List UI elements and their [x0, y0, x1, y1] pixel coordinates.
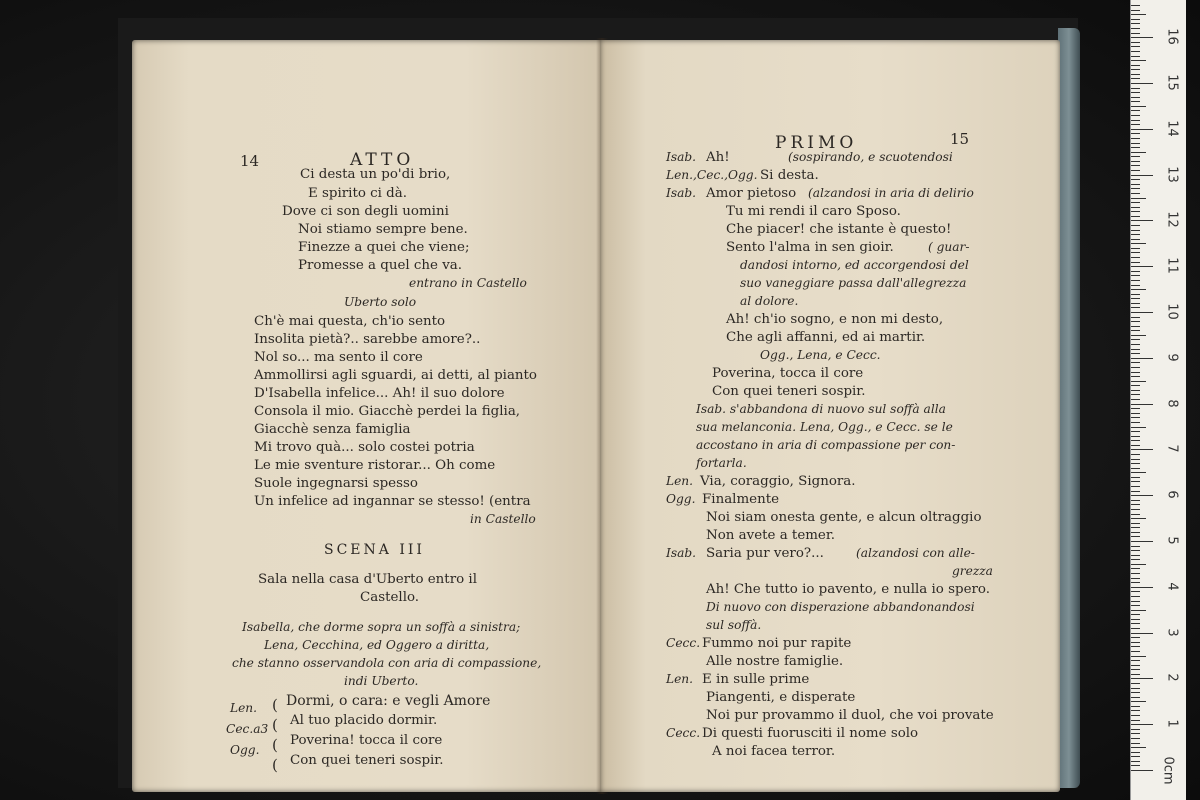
text-line: Ch'è mai questa, ch'io sento [254, 314, 446, 329]
ruler-tick [1131, 656, 1146, 657]
ruler-tick [1131, 605, 1140, 606]
speaker-label: Ogg. [666, 492, 696, 506]
ruler-tick [1131, 266, 1153, 267]
ruler-tick [1131, 78, 1140, 79]
ruler-tick [1131, 660, 1140, 661]
ruler-tick [1131, 555, 1140, 556]
ruler-tick [1131, 678, 1153, 679]
ruler-number: 1 [1164, 719, 1180, 728]
ruler-tick [1131, 394, 1140, 395]
stage-direction: che stanno osservandola con aria di compassione, [232, 656, 542, 670]
ruler-tick [1131, 69, 1140, 70]
ruler-tick [1131, 587, 1153, 588]
ruler-number: 11 [1164, 257, 1180, 274]
ruler-tick [1131, 207, 1140, 208]
ruler-tick [1131, 637, 1140, 638]
ruler-tick [1131, 303, 1140, 304]
ruler-number: 9 [1164, 353, 1180, 362]
ruler-tick [1131, 765, 1140, 766]
text-line: D'Isabella infelice... Ah! il suo dolore [254, 386, 505, 401]
ruler-tick [1131, 358, 1153, 359]
speaker-label: Cecc. [666, 726, 701, 740]
text-line: Finalmente [702, 492, 780, 507]
ruler-tick [1131, 202, 1140, 203]
brace: ( [272, 696, 278, 714]
text-line: A noi facea terror. [712, 744, 836, 759]
ruler-tick [1131, 669, 1140, 670]
ruler-number: 15 [1164, 74, 1180, 91]
ruler-tick [1131, 692, 1140, 693]
ruler-tick [1131, 710, 1140, 711]
ruler-tick [1131, 541, 1153, 542]
chorus-line: Con quei teneri sospir. [290, 753, 444, 768]
ruler-tick [1131, 761, 1140, 762]
ruler-tick [1131, 546, 1140, 547]
stage-direction: suo vaneggiare passa dall'allegrezza [740, 276, 967, 290]
text-line: Mi trovo quà... solo costei potria [254, 440, 475, 455]
ruler-tick [1131, 289, 1146, 290]
ruler-tick [1131, 326, 1140, 327]
ruler-tick [1131, 514, 1140, 515]
ruler-tick [1131, 339, 1140, 340]
text-line: Ah! ch'io sogno, e non mi desto, [726, 312, 944, 327]
text-line: Piangenti, e disperate [706, 690, 856, 705]
ruler-tick [1131, 161, 1140, 162]
stage-direction: al dolore. [740, 294, 799, 308]
text-line: E in sulle prime [702, 672, 810, 687]
brace: ( [272, 756, 278, 774]
ruler-tick [1131, 248, 1140, 249]
ruler-tick [1131, 198, 1146, 199]
stage-direction: Lena, Cecchina, ed Oggero a diritta, [264, 638, 490, 652]
ruler-tick [1131, 527, 1140, 528]
ruler-tick [1131, 225, 1140, 226]
ruler-tick [1131, 280, 1140, 281]
ruler-number: 3 [1164, 627, 1180, 637]
ruler-tick [1131, 610, 1146, 611]
stage-direction: (sospirando, e scuotendosi [788, 150, 953, 164]
ruler-tick [1131, 752, 1140, 753]
ruler-tick [1131, 436, 1140, 437]
stage-direction: Di nuovo con disperazione abbandonandosi [706, 600, 975, 614]
stage-direction: Isabella, che dorme sopra un soffà a sinistra; [242, 620, 521, 634]
ruler-tick [1131, 536, 1140, 537]
ruler-number: 16 [1164, 28, 1180, 45]
ruler-tick [1131, 445, 1140, 446]
ruler-number: 14 [1164, 120, 1180, 137]
text-line: Noi siam onesta gente, e alcun oltraggio [706, 510, 982, 525]
ruler-tick [1131, 729, 1140, 730]
ruler-tick [1131, 349, 1140, 350]
scene-setting: Sala nella casa d'Uberto entro il [258, 572, 477, 587]
stage-direction: dandosi intorno, ed accorgendosi del [740, 258, 969, 272]
ruler-tick [1131, 738, 1140, 739]
ruler-tick [1131, 330, 1140, 331]
ruler-tick [1131, 486, 1140, 487]
ruler-tick [1131, 60, 1146, 61]
ruler-tick [1131, 156, 1140, 157]
ruler-tick [1131, 633, 1153, 634]
ruler-number: 7 [1164, 444, 1180, 454]
text-line: Che agli affanni, ed ai martir. [726, 330, 926, 345]
ruler-tick [1131, 642, 1140, 643]
ruler-tick [1131, 477, 1140, 478]
ruler-tick [1131, 275, 1140, 276]
text-line: Ah! [706, 150, 730, 165]
ruler-tick [1131, 770, 1153, 771]
text-line: Ah! Che tutto io pavento, e nulla io spero. [706, 582, 990, 597]
ruler-tick [1131, 747, 1146, 748]
ruler-tick [1131, 19, 1140, 20]
text-line: Promesse a quel che va. [298, 258, 463, 273]
ruler-tick [1131, 578, 1140, 579]
ruler-tick [1131, 312, 1153, 313]
page-number: 15 [950, 130, 970, 148]
ruler-tick [1131, 518, 1146, 519]
ruler-tick [1131, 56, 1140, 57]
ruler-tick [1131, 42, 1140, 43]
text-line: Si desta. [760, 168, 819, 183]
ruler-number: 5 [1164, 536, 1180, 545]
stage-direction: sua melanconia. Lena, Ogg., e Cecc. se le [696, 420, 953, 434]
ruler-tick [1131, 14, 1146, 15]
ruler-tick [1131, 440, 1140, 441]
ruler-tick [1131, 120, 1140, 121]
ruler-tick [1131, 582, 1140, 583]
ruler-tick [1131, 665, 1140, 666]
ruler-tick [1131, 674, 1140, 675]
ruler-tick [1131, 216, 1140, 217]
ruler-tick [1131, 596, 1140, 597]
ruler-tick [1131, 651, 1140, 652]
chorus-line: Dormi, o cara: e vegli Amore [286, 693, 491, 709]
ruler-tick [1131, 715, 1140, 716]
stage-direction: indi Uberto. [344, 674, 419, 688]
text-line: Con quei teneri sospir. [712, 384, 866, 399]
text-line: Tu mi rendi il caro Sposo. [726, 204, 901, 219]
stage-direction: Ogg., Lena, e Cecc. [760, 348, 881, 362]
text-line: Un infelice ad ingannar se stesso! (entra [254, 494, 531, 509]
ruler-number: 6 [1164, 490, 1180, 499]
ruler-tick [1131, 523, 1140, 524]
text-line: Amor pietoso [706, 186, 797, 201]
ruler-tick [1131, 28, 1140, 29]
left-page [132, 40, 607, 792]
text-line: Fummo noi pur rapite [702, 636, 852, 651]
speaker-label: Isab. [666, 150, 697, 164]
ruler-tick [1131, 175, 1153, 176]
speaker-label: Len. [230, 701, 258, 715]
stage-direction: in Castello [470, 512, 536, 526]
text-line: Poverina, tocca il core [712, 366, 864, 381]
ruler-tick [1131, 307, 1140, 308]
ruler-tick [1131, 472, 1146, 473]
stage-direction: accostano in aria di compassione per con- [696, 438, 956, 452]
ruler-tick [1131, 683, 1140, 684]
ruler-tick [1131, 743, 1140, 744]
ruler-tick [1131, 509, 1140, 510]
ruler-tick [1131, 449, 1153, 450]
ruler-tick [1131, 230, 1140, 231]
page-heading: ATTO [350, 150, 415, 170]
ruler-tick [1131, 106, 1146, 107]
ruler-tick [1131, 697, 1140, 698]
ruler-tick [1131, 92, 1140, 93]
ruler-number: 13 [1164, 165, 1180, 183]
ruler-tick [1131, 550, 1140, 551]
text-line: Ammollirsi agli sguardi, ai detti, al pianto [254, 368, 537, 383]
ruler-tick [1131, 353, 1140, 354]
ruler-tick [1131, 454, 1140, 455]
ruler-tick [1131, 220, 1153, 221]
ruler-tick [1131, 33, 1140, 34]
ruler-tick [1131, 23, 1140, 24]
ruler-tick [1131, 573, 1140, 574]
ruler-tick [1131, 321, 1140, 322]
text-line: E spirito ci dà. [308, 186, 407, 201]
scene-title: SCENA III [324, 542, 425, 558]
stage-direction: fortarla. [696, 456, 747, 470]
ruler-tick [1131, 404, 1153, 405]
ruler-tick [1131, 463, 1140, 464]
ruler-tick [1131, 165, 1140, 166]
ruler-tick [1131, 559, 1140, 560]
ruler-tick [1131, 252, 1140, 253]
text-line: Ci desta un po'di brio, [300, 167, 451, 182]
ruler-tick [1131, 756, 1140, 757]
stage-direction: grezza [952, 564, 993, 578]
speaker-label: Cecc. [666, 636, 701, 650]
page-number: 14 [240, 152, 260, 170]
ruler-tick [1131, 5, 1140, 6]
ruler-tick [1131, 564, 1146, 565]
ruler-tick [1131, 591, 1140, 592]
right-page [600, 40, 1060, 792]
ruler-tick [1131, 124, 1140, 125]
text-line: Insolita pietà?.. sarebbe amore?.. [254, 332, 481, 347]
ruler-tick [1131, 10, 1140, 11]
ruler-tick [1131, 234, 1140, 235]
chorus-line: Poverina! tocca il core [290, 733, 443, 748]
ruler-tick [1131, 188, 1140, 189]
ruler-tick [1131, 459, 1140, 460]
ruler-number: 12 [1164, 211, 1180, 229]
ruler-unit-label: 0cm [1160, 756, 1176, 785]
ruler-tick [1131, 101, 1140, 102]
ruler-tick [1131, 271, 1140, 272]
stage-direction: ( guar- [928, 240, 970, 254]
ruler-tick [1131, 390, 1140, 391]
ruler-tick [1131, 427, 1146, 428]
ruler-tick [1131, 491, 1140, 492]
text-line: Noi stiamo sempre bene. [298, 222, 468, 237]
speaker-label: Isab. [666, 546, 697, 560]
text-line: Nol so... ma sento il core [254, 350, 423, 365]
ruler-tick [1131, 239, 1140, 240]
ruler-tick [1131, 399, 1140, 400]
ruler-tick [1131, 422, 1140, 423]
ruler-tick [1131, 619, 1140, 620]
text-line: Alle nostre famiglie. [706, 654, 844, 669]
ruler-number: 10 [1164, 303, 1180, 320]
ruler-tick [1131, 532, 1140, 533]
text-line: Via, coraggio, Signora. [700, 474, 856, 489]
ruler-tick [1131, 688, 1140, 689]
ruler-tick [1131, 97, 1140, 98]
ruler-tick [1131, 733, 1140, 734]
ruler-tick [1131, 179, 1140, 180]
speaker-label: Len. [666, 672, 694, 686]
ruler-tick [1131, 37, 1153, 38]
book-cover-edge [1058, 28, 1080, 788]
stage-direction: Uberto solo [344, 295, 417, 309]
chorus-line: Al tuo placido dormir. [290, 713, 438, 728]
ruler-tick [1131, 468, 1140, 469]
ruler-tick [1131, 646, 1140, 647]
speaker-label: Len. [666, 474, 694, 488]
speaker-label: Ogg. [230, 743, 260, 757]
ruler-tick [1131, 170, 1140, 171]
speaker-label: Len.,Cec.,Ogg. [666, 168, 758, 182]
ruler-tick [1131, 385, 1140, 386]
stage-direction: (alzandosi in aria di delirio [808, 186, 974, 200]
ruler-tick [1131, 51, 1140, 52]
text-line: Giacchè senza famiglia [254, 422, 411, 437]
ruler-tick [1131, 211, 1140, 212]
ruler-number: 8 [1164, 398, 1180, 408]
measuring-ruler [1130, 0, 1186, 800]
text-line: Consola il mio. Giacchè perdei la figlia, [254, 404, 521, 419]
ruler-tick [1131, 720, 1140, 721]
ruler-tick [1131, 417, 1140, 418]
stage-direction: Isab. s'abbandona di nuovo sul soffà alla [696, 402, 946, 416]
brace: ( [272, 716, 278, 734]
text-line: Dove ci son degli uomini [282, 204, 449, 219]
ruler-tick [1131, 413, 1140, 414]
ruler-tick [1131, 152, 1146, 153]
ruler-number: 4 [1164, 582, 1180, 591]
ruler-tick [1131, 623, 1140, 624]
speaker-label: Isab. [666, 186, 697, 200]
stage-direction: sul soffà. [706, 618, 762, 632]
ruler-tick [1131, 317, 1140, 318]
ruler-tick [1131, 115, 1140, 116]
ruler-tick [1131, 628, 1140, 629]
text-line: Finezze a quei che viene; [298, 240, 470, 255]
ruler-tick [1131, 481, 1140, 482]
text-line: Suole ingegnarsi spesso [254, 476, 418, 491]
ruler-tick [1131, 344, 1140, 345]
ruler-tick [1131, 408, 1140, 409]
ruler-tick [1131, 184, 1140, 185]
ruler-tick [1131, 46, 1140, 47]
ruler-tick [1131, 367, 1140, 368]
stage-direction: entrano in Castello [409, 276, 527, 290]
ruler-tick [1131, 143, 1140, 144]
ruler-tick [1131, 701, 1146, 702]
ruler-tick [1131, 372, 1140, 373]
ruler-tick [1131, 138, 1140, 139]
open-book [118, 18, 1078, 788]
text-line: Che piacer! che istante è questo! [726, 222, 952, 237]
ruler-tick [1131, 568, 1140, 569]
ruler-tick [1131, 88, 1140, 89]
ruler-tick [1131, 129, 1153, 130]
page-heading: PRIMO [775, 133, 858, 153]
ruler-number: 2 [1164, 673, 1180, 683]
text-line: Saria pur vero?... [706, 546, 824, 561]
ruler-tick [1131, 504, 1140, 505]
ruler-tick [1131, 257, 1140, 258]
scene-setting: Castello. [360, 590, 420, 605]
ruler-tick [1131, 294, 1140, 295]
ruler-tick [1131, 381, 1146, 382]
ruler-tick [1131, 110, 1140, 111]
ruler-tick [1131, 500, 1140, 501]
stage-direction: (alzandosi con alle- [856, 546, 975, 560]
ruler-tick [1131, 243, 1146, 244]
ruler-tick [1131, 706, 1140, 707]
text-line: Di questi fuorusciti il nome solo [702, 726, 919, 741]
ruler-tick [1131, 74, 1140, 75]
ruler-tick [1131, 335, 1146, 336]
ruler-tick [1131, 376, 1140, 377]
ruler-tick [1131, 83, 1153, 84]
ruler-tick [1131, 362, 1140, 363]
ruler-tick [1131, 298, 1140, 299]
ruler-tick [1131, 431, 1140, 432]
ruler-tick [1131, 601, 1140, 602]
ruler-tick [1131, 193, 1140, 194]
ruler-tick [1131, 65, 1140, 66]
ruler-tick [1131, 285, 1140, 286]
brace: ( [272, 736, 278, 754]
ruler-tick [1131, 147, 1140, 148]
ruler-tick [1131, 724, 1153, 725]
text-line: Le mie sventure ristorar... Oh come [254, 458, 496, 473]
ruler-tick [1131, 133, 1140, 134]
ruler-tick [1131, 262, 1140, 263]
text-line: Non avete a temer. [706, 528, 836, 543]
ruler-tick [1131, 495, 1153, 496]
text-line: Noi pur provammo il duol, che voi provate [706, 708, 994, 723]
speaker-label: Cec.a3 [226, 722, 269, 736]
ruler-tick [1131, 614, 1140, 615]
text-line: Sento l'alma in sen gioir. [726, 240, 894, 255]
